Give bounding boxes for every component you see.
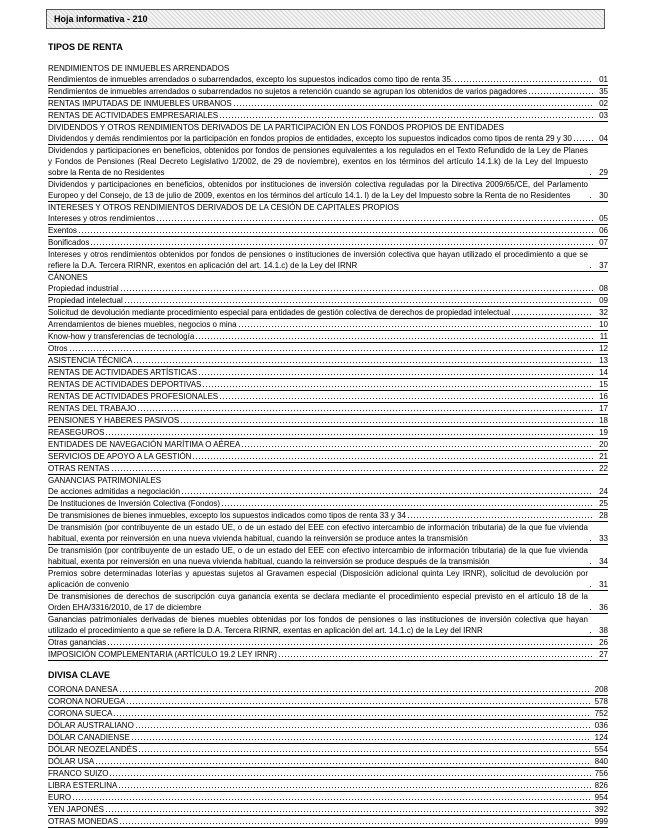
dot-leader xyxy=(113,708,591,717)
section-title-tipos: TIPOS DE RENTA xyxy=(48,42,123,52)
dot-leader xyxy=(202,379,593,388)
dot-leader xyxy=(95,756,591,765)
dot-leader xyxy=(105,427,593,436)
dot-leader xyxy=(278,649,593,658)
dot-leader xyxy=(133,355,593,364)
dot-leader xyxy=(78,225,593,234)
group-title: GANANCIAS PATRIMONIALES xyxy=(48,476,162,485)
item-code: 28 xyxy=(599,511,608,520)
item-code: 392 xyxy=(594,805,608,814)
group-title: CÁNONES xyxy=(48,273,88,282)
list-item xyxy=(48,427,608,439)
list-item xyxy=(48,637,608,649)
item-code: 20 xyxy=(599,440,608,449)
item-code: 34 xyxy=(599,557,608,566)
list-item xyxy=(48,498,608,510)
list-item xyxy=(48,708,608,720)
item-code: 208 xyxy=(594,685,608,694)
list-item xyxy=(48,110,608,122)
item-code: 07 xyxy=(599,238,608,247)
list-item xyxy=(48,732,608,744)
item-label: Propiedad industrial xyxy=(48,284,119,293)
item-label: LIBRA ESTERLINA xyxy=(48,781,118,790)
item-label: Ganancias patrimoniales derivadas de bienes muebles obtenidas por los fondos de pensiones o las instituciones de inversión colectiva que hayan utilizado el procedimiento a que se refiere la D.A. Tercera RIRNR, exentas en aplicación del art. 14.1.c) de la Ley del IRNR xyxy=(48,615,588,635)
dot-leader xyxy=(589,625,593,634)
dot-leader xyxy=(118,780,591,789)
list-item xyxy=(48,343,608,355)
dot-leader xyxy=(69,343,593,352)
group xyxy=(48,355,608,475)
group xyxy=(48,475,608,649)
list-item xyxy=(48,591,608,614)
item-code: 02 xyxy=(599,99,608,108)
item-code: 954 xyxy=(594,793,608,802)
dot-leader xyxy=(192,451,593,460)
dot-leader xyxy=(589,579,593,588)
item-code: 26 xyxy=(599,638,608,647)
list-item xyxy=(48,379,608,391)
item-code: 578 xyxy=(594,697,608,706)
item-code: 05 xyxy=(599,214,608,223)
dot-leader xyxy=(589,602,593,611)
list-item xyxy=(48,720,608,732)
dot-leader xyxy=(111,463,593,472)
item-label: RENTAS DEL TRABAJO xyxy=(48,404,137,413)
item-code: 12 xyxy=(599,344,608,353)
group-title: RENDIMIENTOS DE INMUEBLES ARRENDADOS xyxy=(48,64,230,73)
item-code: 09 xyxy=(599,296,608,305)
dot-leader xyxy=(138,744,591,753)
item-label: Know-how y transferencias de tecnología xyxy=(48,332,195,341)
item-code: 30 xyxy=(599,191,608,200)
dot-leader xyxy=(131,732,591,741)
list-item xyxy=(48,780,608,792)
list-item xyxy=(48,439,608,451)
item-code: 04 xyxy=(599,134,608,143)
list-item xyxy=(48,744,608,756)
item-label: Dividendos y demás rendimientos por la participación en fondos propios de entidades, excepto los supuestos indicados como tipos de renta 29 y 30 xyxy=(48,134,572,143)
dot-leader xyxy=(219,110,593,119)
dot-leader xyxy=(589,190,593,199)
list-item xyxy=(48,792,608,804)
dot-leader xyxy=(454,74,593,83)
dot-leader xyxy=(198,367,593,376)
list-item xyxy=(48,86,608,98)
list-item xyxy=(48,451,608,463)
item-label: CORONA DANESA xyxy=(48,685,118,694)
list-item xyxy=(48,179,608,202)
dot-leader xyxy=(221,498,593,507)
item-code: 19 xyxy=(599,428,608,437)
list-item xyxy=(48,98,608,110)
item-label: Propiedad intelectual xyxy=(48,296,123,305)
item-code: 826 xyxy=(594,781,608,790)
dot-leader xyxy=(589,260,593,269)
item-code: 24 xyxy=(599,487,608,496)
item-label: De Instituciones de Inversión Colectiva (Fondos) xyxy=(48,499,221,508)
list-item xyxy=(48,768,608,780)
dot-leader xyxy=(126,696,591,705)
item-label: DÓLAR AUSTRALIANO xyxy=(48,721,134,730)
list-item xyxy=(48,319,608,331)
divisa-list xyxy=(48,684,608,828)
list-item xyxy=(48,816,608,828)
page-title: Hoja informativa - 210 xyxy=(54,14,148,24)
dot-leader xyxy=(181,486,593,495)
item-code: 08 xyxy=(599,284,608,293)
group xyxy=(48,98,608,110)
item-label: DÓLAR CANADIENSE xyxy=(48,733,130,742)
item-label: Intereses y otros rendimientos xyxy=(48,214,156,223)
list-item xyxy=(48,249,608,272)
list-item xyxy=(48,367,608,379)
group xyxy=(48,122,608,202)
dot-leader xyxy=(241,439,593,448)
group xyxy=(48,202,608,272)
list-item xyxy=(48,545,608,568)
item-label: RENTAS DE ACTIVIDADES EMPRESARIALES xyxy=(48,111,219,120)
item-label: ASISTENCIA TÉCNICA xyxy=(48,356,133,365)
dot-leader xyxy=(124,295,593,304)
item-label: DÓLAR NEOZELANDÉS xyxy=(48,745,138,754)
item-code: 999 xyxy=(594,817,608,826)
item-code: 37 xyxy=(599,261,608,270)
section-title-divisa: DIVISA CLAVE xyxy=(48,670,111,680)
group xyxy=(48,110,608,122)
list-item xyxy=(48,213,608,225)
item-label: OTRAS RENTAS xyxy=(48,464,110,473)
group xyxy=(48,272,608,355)
item-code: 35 xyxy=(599,87,608,96)
item-label: YEN JAPONÉS xyxy=(48,805,105,814)
item-code: 33 xyxy=(599,534,608,543)
item-code: 16 xyxy=(599,392,608,401)
item-code: 840 xyxy=(594,757,608,766)
dot-leader xyxy=(135,720,591,729)
dot-leader xyxy=(195,331,593,340)
item-code: 32 xyxy=(599,308,608,317)
item-label: Rendimientos de inmuebles arrendados o subarrendados no sujetos a retención cuando se agrupan los obtenidos de varios pagadores xyxy=(48,87,527,96)
item-label: PENSIONES Y HABERES PASIVOS xyxy=(48,416,180,425)
item-code: 25 xyxy=(599,499,608,508)
list-item xyxy=(48,684,608,696)
tipos-list xyxy=(48,63,608,661)
item-code: 14 xyxy=(599,368,608,377)
item-code: 756 xyxy=(594,769,608,778)
document-body xyxy=(48,37,608,828)
list-item xyxy=(48,74,608,86)
dot-leader xyxy=(72,792,591,801)
list-item xyxy=(48,696,608,708)
item-code: 17 xyxy=(599,404,608,413)
item-label: De transmisión (por contribuyente de un estado UE, o de un estado del EEE con efectivo intercambio de información tributaria) de la que fue vivienda habitual, exenta por reinversión en una nueva vivienda habitual, cuando la reinversión se produce antes la transmisión xyxy=(48,523,588,543)
item-label: RENTAS DE ACTIVIDADES DEPORTIVAS xyxy=(48,380,202,389)
dot-leader xyxy=(511,307,593,316)
item-label: ENTIDADES DE NAVEGACIÓN MARÍTIMA O AÉREA xyxy=(48,440,241,449)
item-label: Rendimientos de inmuebles arrendados o subarrendados, excepto los supuestos indicados como tipo de renta 35. xyxy=(48,75,454,84)
list-item xyxy=(48,331,608,343)
list-item xyxy=(48,614,608,637)
item-code: 38 xyxy=(599,626,608,635)
item-code: 01 xyxy=(599,75,608,84)
item-label: Dividendos y participaciones en beneficios, obtenidos por instituciones de inversión colectiva reguladas por la Directiva 2009/65/CE, del Parlamento Europeo y del Consejo, de 13 de julio de 2009, exentos en los términos del artículo 14.1. l) de la Ley del Impuesto sobre la Renta de no Residentes xyxy=(48,180,588,200)
dot-leader xyxy=(238,319,593,328)
dot-leader xyxy=(589,167,593,176)
item-label: Premios sobre determinadas loterías y apuestas sujetos al Gravamen especial (Disposición adicional quinta Ley IRNR), solicitud de devolución por aplicación de convenio xyxy=(48,569,588,589)
list-item xyxy=(48,295,608,307)
list-item xyxy=(48,510,608,522)
item-label: Dividendos y participaciones en beneficios, obtenidos por fondos de pensiones equivalentes a los regulados en el Texto Refundido de la Ley de Planes y Fondos de Pensiones (Real Decreto Legislativo 1/2002, de 29 de noviembre), exentos en los términos del artículo 14.1.k) de la Ley del Impuesto sobre la Renta de no Residentes xyxy=(48,146,588,177)
item-code: 15 xyxy=(599,380,608,389)
item-label: Exentos xyxy=(48,226,77,235)
dot-leader xyxy=(407,510,593,519)
group xyxy=(48,649,608,661)
item-label: Arrendamientos de bienes muebles, negocios o mina xyxy=(48,320,237,329)
item-label: FRANCO SUIZO xyxy=(48,769,109,778)
item-label: REASEGUROS xyxy=(48,428,105,437)
list-item xyxy=(48,133,608,145)
dot-leader xyxy=(120,283,593,292)
item-label: SERVICIOS DE APOYO A LA GESTIÓN xyxy=(48,452,192,461)
item-code: 13 xyxy=(599,356,608,365)
item-label: RENTAS DE ACTIVIDADES PROFESIONALES xyxy=(48,392,219,401)
item-code: 554 xyxy=(594,745,608,754)
dot-leader xyxy=(90,237,593,246)
item-label: RENTAS IMPUTADAS DE INMUEBLES URBANOS xyxy=(48,99,232,108)
list-item xyxy=(48,463,608,475)
dot-leader xyxy=(137,403,593,412)
item-label: De transmisión (por contribuyente de un estado UE, o de un estado del EEE con efectivo intercambio de información tributaria) de la que fue vivienda habitual, exenta por reinversión en una nueva vivienda habitual, cuando la reinversión se produce después de la transmisión xyxy=(48,546,588,566)
item-code: 06 xyxy=(599,226,608,235)
list-item xyxy=(48,568,608,591)
list-item xyxy=(48,237,608,249)
item-label: Otros xyxy=(48,344,68,353)
item-code: 124 xyxy=(594,733,608,742)
item-code: 036 xyxy=(594,721,608,730)
list-item xyxy=(48,415,608,427)
group-title: INTERESES Y OTROS RENDIMIENTOS DERIVADOS DE LA CESIÓN DE CAPITALES PROPIOS xyxy=(48,203,399,212)
list-item xyxy=(48,649,608,661)
item-code: 27 xyxy=(599,650,608,659)
item-code: 31 xyxy=(599,580,608,589)
dot-leader xyxy=(573,133,593,142)
group-title: DIVIDENDOS Y OTROS RENDIMIENTOS DERIVADOS DE LA PARTICIPACIÓN EN LOS FONDOS PROPIOS DE ENTIDADES xyxy=(48,123,504,132)
item-code: 11 xyxy=(599,332,608,341)
item-code: 22 xyxy=(599,464,608,473)
item-label: DÓLAR USA xyxy=(48,757,95,766)
dot-leader xyxy=(119,684,591,693)
item-label: EURO xyxy=(48,793,72,802)
item-code: 21 xyxy=(599,452,608,461)
item-label: Bonificados xyxy=(48,238,90,247)
item-label: RENTAS DE ACTIVIDADES ARTÍSTICAS xyxy=(48,368,198,377)
item-code: 03 xyxy=(599,111,608,120)
item-label: CORONA NORUEGA xyxy=(48,697,126,706)
dot-leader xyxy=(107,637,593,646)
list-item xyxy=(48,355,608,367)
list-item xyxy=(48,756,608,768)
list-item xyxy=(48,486,608,498)
item-code: 36 xyxy=(599,603,608,612)
list-item xyxy=(48,391,608,403)
item-label: Otras ganancias xyxy=(48,638,107,647)
item-code: 29 xyxy=(599,168,608,177)
item-label: IMPOSICIÓN COMPLEMENTARIA (ARTÍCULO 19.2 LEY IRNR) xyxy=(48,650,277,659)
item-label: De acciones admitidas a negociación xyxy=(48,487,181,496)
dot-leader xyxy=(589,533,593,542)
dot-leader xyxy=(528,86,593,95)
header-banner xyxy=(46,9,605,29)
list-item xyxy=(48,403,608,415)
item-label: Intereses y otros rendimientos obtenidos por fondos de pensiones o instituciones de inversión colectiva que hayan utilizado el procedimiento a que se refiere la D.A. Tercera RIRNR, exentos en aplicación del art. 14.1.c) de la Ley del IRNR xyxy=(48,250,588,270)
list-item xyxy=(48,804,608,816)
dot-leader xyxy=(219,391,593,400)
dot-leader xyxy=(156,213,593,222)
item-label: Solicitud de devolución mediante procedimiento especial para entidades de gestión colectiva de derechos de propiedad intelectual xyxy=(48,308,511,317)
dot-leader xyxy=(233,98,593,107)
list-item xyxy=(48,283,608,295)
group xyxy=(48,63,608,98)
dot-leader xyxy=(589,556,593,565)
list-item xyxy=(48,307,608,319)
item-label: CORONA SUECA xyxy=(48,709,113,718)
dot-leader xyxy=(119,816,591,825)
item-code: 10 xyxy=(599,320,608,329)
dot-leader xyxy=(109,768,591,777)
item-label: OTRAS MONEDAS xyxy=(48,817,119,826)
item-code: 752 xyxy=(594,709,608,718)
dot-leader xyxy=(180,415,593,424)
list-item xyxy=(48,225,608,237)
item-label: De transmisiones de bienes inmuebles, excepto los supuestos indicados como tipos de renta 33 y 34 xyxy=(48,511,406,520)
list-item xyxy=(48,522,608,545)
list-item xyxy=(48,145,608,179)
item-code: 18 xyxy=(599,416,608,425)
item-label: De transmisiones de derechos de suscripción cuya ganancia exenta se declara mediante el procedimiento especial previsto en el artículo 18 de la Orden EHA/3316/2010, de 17 de diciembre xyxy=(48,592,588,612)
dot-leader xyxy=(105,804,591,813)
